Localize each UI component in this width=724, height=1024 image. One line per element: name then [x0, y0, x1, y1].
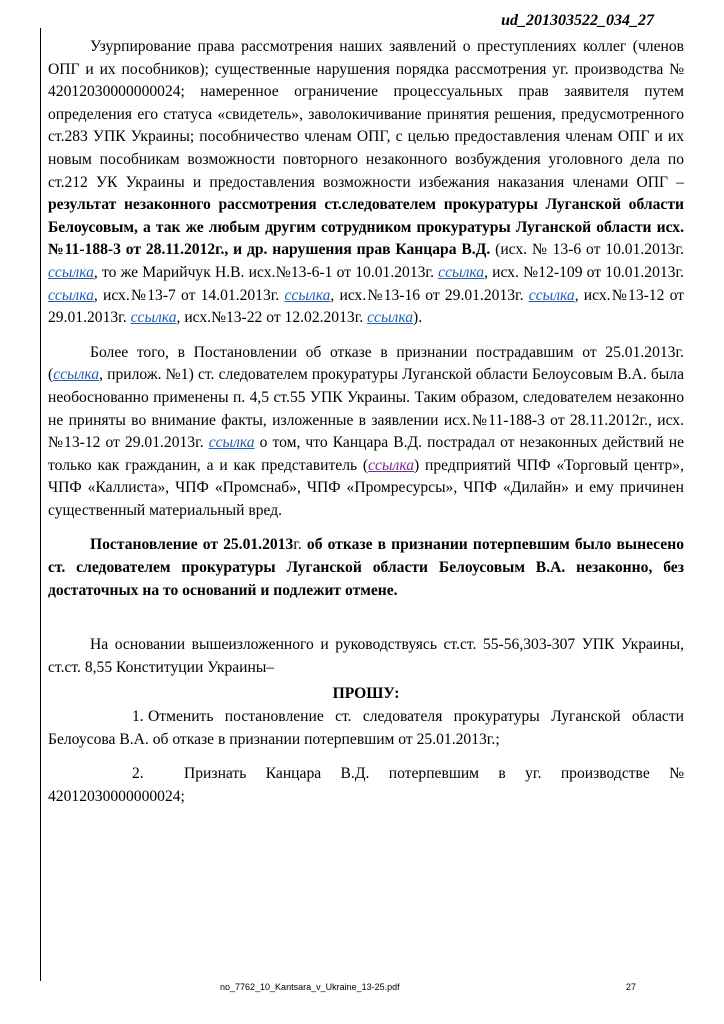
footer-filename: no_7762_10_Kantsara_v_Ukraine_13-25.pdf — [220, 982, 400, 992]
paragraph-grounds: На основании вышеизложенного и руководствуясь ст.ст. 55-56,303-307 УПК Украины, ст.ст. 8,55 Конституции Украины– — [48, 636, 684, 676]
paragraph-text: , исх.№13-22 от 12.02.2013г. — [176, 309, 368, 327]
paragraph-text: ) предприятий ЧПФ «Торговый центр», ЧПФ «Каллиста», ЧПФ «Промснаб», ЧПФ «Промресурсы», ЧПФ «Дилайн» и ему причинен существенный материальный вред. — [48, 456, 684, 519]
bold-text: Постановление от 25.01.2013 — [90, 536, 294, 554]
paragraph-text: , то же Марийчук Н.В. исх.№13-6-1 от 10.01.2013г. — [93, 263, 439, 281]
link-4[interactable]: ссылка — [284, 286, 331, 304]
document-body — [48, 36, 684, 808]
paragraph-resolution — [48, 534, 684, 602]
paragraph-text: , исх. №12-109 от 10.01.2013г. — [484, 263, 684, 281]
paragraph-text: (исх. № 13-6 от 10.01.2013г. — [490, 241, 684, 259]
margin-line — [40, 28, 41, 981]
request-number: 2. — [132, 765, 144, 783]
footer-page-number: 27 — [626, 982, 637, 992]
paragraph-text: , исх.№13-12 от 29.01.2013г. — [48, 286, 684, 327]
request-heading: ПРОШУ: — [332, 685, 400, 703]
request-item-1 — [48, 706, 684, 751]
link-9[interactable]: ссылка — [208, 434, 255, 452]
request-number: 1. — [132, 708, 144, 726]
link-3[interactable]: ссылка — [48, 286, 94, 304]
bold-text: результат незаконного рассмотрения ст.следователем прокуратуры Луганской области Белоусовым, а так же любым другим сотрудником прокуратуры Луганской области исх.№11-188-3 от 28.11.2012г., и др. нарушения прав Канцара В.Д. — [48, 196, 684, 259]
paragraph-text: , прилож. №1) ст. следователем прокуратуры Луганской области Белоусовым В.А. была необоснованно применены п. 4,5 ст.55 УПК Украины. Таким образом, следователем незаконно не приняты во внимание факты, изложенные в заявлении исх.№11-188-3 от 28.11.2012г., исх.№13-12 от 29.01.2013г. — [48, 366, 684, 452]
paragraph-text: , исх.№13-16 от 29.01.2013г. — [330, 286, 529, 304]
paragraph-moreover — [48, 342, 684, 523]
request-item-2 — [48, 763, 684, 808]
paragraph-text: ). — [413, 309, 423, 327]
paragraph-text: Более того, в Постановлении об отказе в признании пострадавшим от 25.01.2013г. ( — [48, 343, 684, 384]
link-7[interactable]: ссылка — [367, 309, 414, 327]
paragraph-text: , исх.№13-7 от 14.01.2013г. — [93, 286, 285, 304]
paragraph-usurpation — [48, 36, 684, 330]
link-6[interactable]: ссылка — [130, 309, 177, 327]
request-text: Признать Канцара В.Д. потерпевшим в уг. производстве № 42012030000000024; — [48, 765, 684, 805]
page-header: ud_201303522_034_27 — [501, 12, 654, 29]
request-text: Отменить постановление ст. следователя прокуратуры Луганской области Белоусова В.А. об отказе в признании потерпевшим от 25.01.2013г.; — [48, 708, 684, 748]
link-5[interactable]: ссылка — [528, 286, 575, 304]
bold-text: об отказе в признании потерпевшим было вынесено ст. следователем прокуратуры Луганской области Белоусовым В.А. незаконно, без достаточных на то оснований и подлежит отмене. — [48, 536, 684, 599]
link-2[interactable]: ссылка — [438, 263, 485, 281]
link-10[interactable]: ссылка — [368, 456, 415, 474]
link-8[interactable]: ссылка — [53, 366, 100, 384]
paragraph-text: Узурпирование права рассмотрения наших заявлений о преступлениях коллег (членов ОПГ и их пособников); существенные нарушения порядка рассмотрения уг. производства № 42012030000000024; намеренное ограничение процессуальных прав заявителя путем определения его статуса «свидетель», заволокичивание принятия решения, предусмотренного ст.283 УПК Украины; пособничество членам ОПГ, с целью предоставления членам ОПГ и их новым пособникам возможности повторного незаконного возбуждения уголовного дела по ст.212 УК Украины и предоставления возможности избежания наказания членами ОПГ – — [48, 38, 684, 191]
link-1[interactable]: ссылка — [48, 263, 94, 281]
paragraph-text: г. — [293, 536, 302, 554]
paragraph-text: о том, что Канцара В.Д. пострадал от незаконных действий не только как гражданин, а и как представитель ( — [48, 434, 684, 474]
